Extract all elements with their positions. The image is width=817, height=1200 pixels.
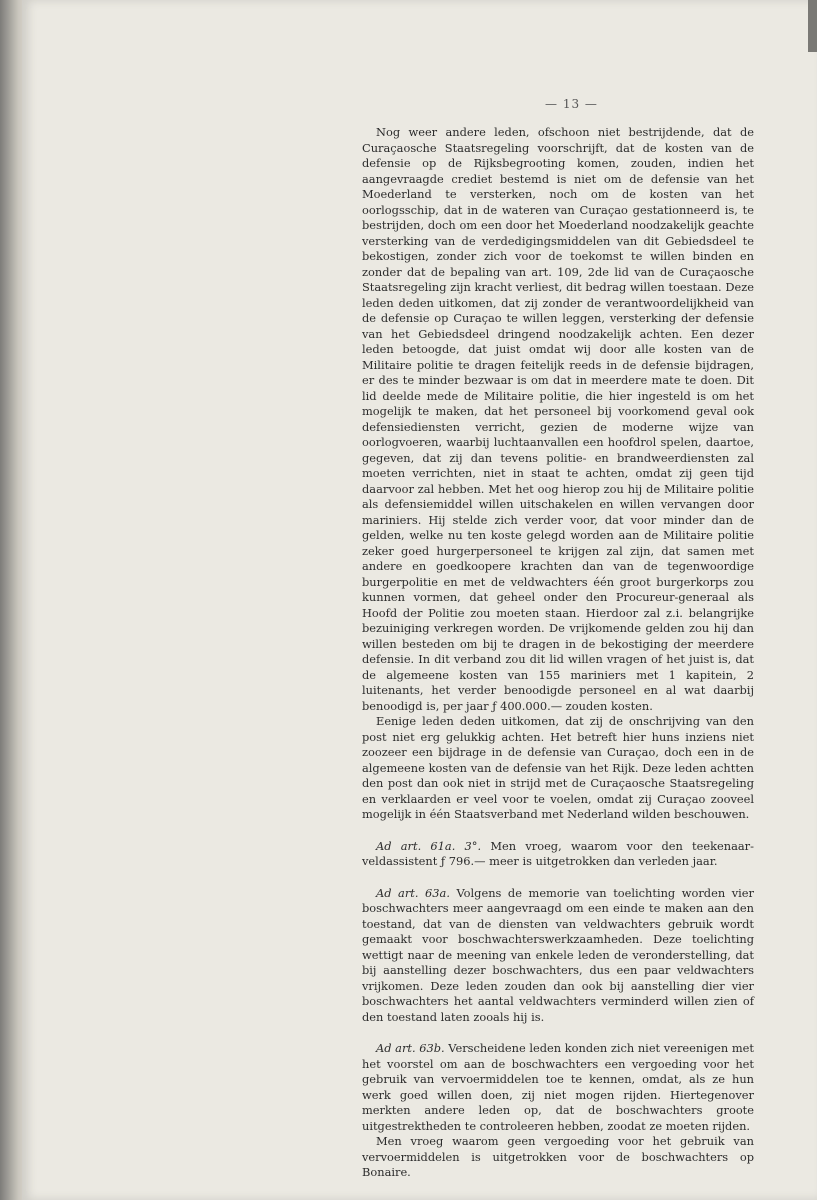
- paragraph-defensie: [362, 125, 754, 714]
- paragraph-art-63b: [362, 1041, 754, 1134]
- paragraph-text: Verscheidene leden konden zich niet vereenigen met het voorstel om aan de boschwachters een vergoeding voor het gebruik van vervoermiddelen toe te kennen, omdat, als ze hun werk goed willen doen, zij niet mogen rijden. Hiertegenover merkten andere leden op, dat de boschwachters groote uitgestrektheden te controleeren hebben, zoodat ze moeten rijden.: [362, 1041, 754, 1133]
- paragraph-text: Men vroeg waarom geen vergoeding voor het gebruik van vervoermiddelen is uitgetrokken voor de boschwachters op Bonaire.: [362, 1134, 754, 1179]
- paragraph-text: Men vroeg, waarom voor den teekenaar-veldassistent ƒ 796.— meer is uitgetrokken dan verleden jaar.: [362, 838, 754, 868]
- paragraph-art-61a: [362, 839, 754, 870]
- paragraph-text: Volgens de memorie van toelichting worden vier boschwachters meer aangevraagd om een einde te maken aan den toestand, dat van de diensten van veldwachters gebruik wordt gemaakt voor boschwachterswerkzaamheden. Deze toelichting wettigt naar de meening van enkele leden de veronderstelling, dat bij aanstelling dezer boschwachters, dus een paar veldwachters vrijkomen. Deze leden zouden dan ook bij aanstelling dier vier boschwachters het aantal veldwachters verminderd willen zien of den toestand laten zooals hij is.: [362, 885, 754, 1024]
- page-corner-shadow: [808, 0, 817, 52]
- paragraph-eenige-leden: [362, 714, 754, 823]
- paragraph-art-63a: [362, 886, 754, 1026]
- article-reference: Ad art. 63b.: [376, 1041, 445, 1055]
- paragraph-text: Nog weer andere leden, ofschoon niet bestrijdende, dat de Curaçaosche Staatsregeling voorschrijft, dat de kosten van de defensie op de Rijksbegrooting komen, zouden, indien het aangevraagde crediet bestemd is niet om de defensie van het Moederland te versterken, noch om de kosten van het oorlogsschip, dat in de wateren van Curaçao gestationneerd is, te bestrijden, doch om een door het Moederland noodzakelijk geachte versterking van de verdedigingsmiddelen van dit Gebiedsdeel te bekostigen, zonder zich voor de toekomst te willen binden en zonder dat de bepaling van art. 109, 2de lid van de Curaçaosche Staatsregeling zijn kracht verliest, dit bedrag willen toestaan. Deze leden deden uitkomen, dat zij zonder de verantwoordelijkheid van de defensie op Curaçao te willen leggen, versterking der defensie van het Gebiedsdeel dringend noodzakelijk achten. Een dezer leden betoogde, dat juist omdat wij door alle kosten van de Militaire politie te dragen feitelijk reeds in de defensie bijdragen, er des te minder bezwaar is om dat in meerdere mate te doen. Dit lid deelde mede de Militaire politie, die hier ingesteld is om het mogelijk te maken, dat het personeel bij voorkomend geval ook defensiediensten verricht, gezien de moderne wijze van oorlogvoeren, waarbij luchtaanvallen een hoofdrol spelen, daartoe, gegeven, dat zij dan tevens politie- en brandweerdiensten zal moeten verrichten, niet in staat te achten, omdat zij geen tijd daarvoor zal hebben. Met het oog hierop zou hij de Militaire politie als defensiemiddel willen uitschakelen en willen vervangen door mariniers. Hij stelde zich verder voor, dat voor minder dan de gelden, welke nu ten koste gelegd worden aan de Militaire politie zeker goed hurgerpersoneel te krijgen zal zijn, dat samen met andere en goedkoopere krachten dan van de tegenwoordige burgerpolitie en met de veldwachters één groot burgerkorps zou kunnen vormen, dat geheel onder den Procureur-generaal als Hoofd der Politie zou moeten staan. Hierdoor zal z.i. belangrijke bezuiniging verkregen worden. De vrijkomende gelden zou hij dan willen besteden om bij te dragen in de bekostiging der meerdere defensie. In dit verband zou dit lid willen vragen of het juist is, dat de algemeene kosten van 155 mariniers met 1 kapitein, 2 luitenants, het verder benoodigde personeel en al wat daarbij benoodigd is, per jaar ƒ 400.000.— zouden kosten.: [362, 125, 754, 713]
- article-reference: Ad art. 63a.: [376, 885, 450, 900]
- paragraph-bonaire: [362, 1134, 754, 1181]
- article-reference: Ad art. 61a. 3°.: [376, 838, 482, 853]
- paragraph-text: Eenige leden deden uitkomen, dat zij de onschrijving van den post niet erg gelukkig achten. Het betreft hier huns inziens niet zoozeer een bijdrage in de defensie van Curaçao, doch een in de algemeene kosten van de defensie van het Rijk. Deze leden achtten den post dan ook niet in strijd met de Curaçaosche Staatsregeling en verklaarden er veel voor te voelen, omdat zij Curaçao zooveel mogelijk in één Staatsverband met Nederland wilden beschouwen.: [362, 714, 754, 821]
- page-number: — 13 —: [545, 97, 598, 111]
- body-text: [362, 125, 754, 1181]
